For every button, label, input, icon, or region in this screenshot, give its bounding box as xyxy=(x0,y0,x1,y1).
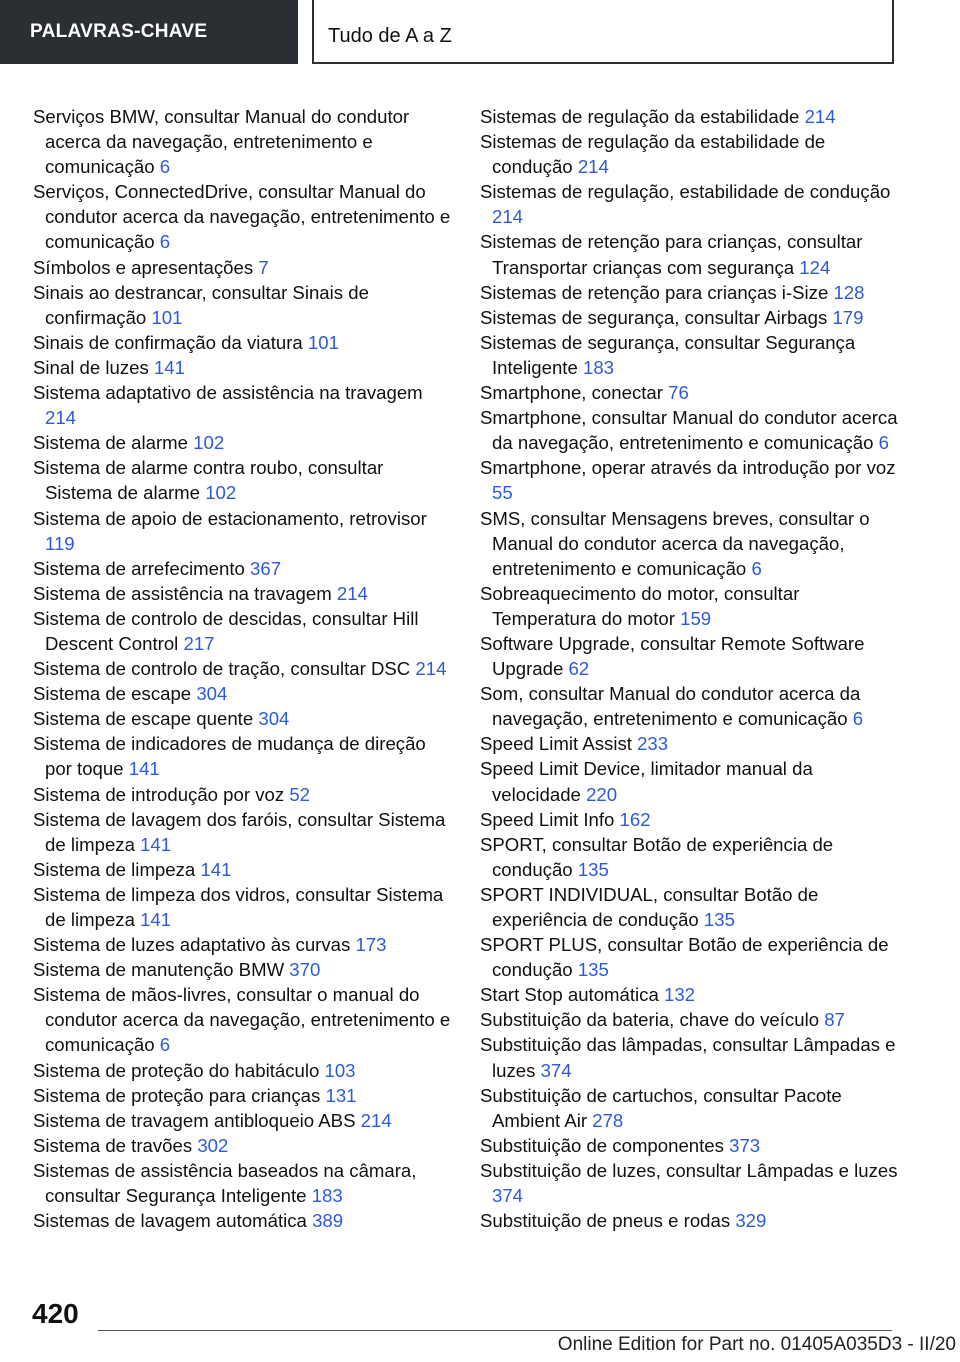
page-link[interactable]: 6 xyxy=(878,432,889,454)
index-entry-text: Sinais ao destrancar, consultar Sinais de confirmação xyxy=(33,281,369,328)
footer-divider xyxy=(98,1330,892,1331)
page-link[interactable]: 52 xyxy=(289,783,311,805)
page-link[interactable]: 217 xyxy=(183,632,215,654)
index-entry-text: Sistema de luzes adaptativo às curvas xyxy=(33,934,351,956)
index-entry xyxy=(480,1133,898,1158)
index-entry xyxy=(480,506,898,581)
index-entry xyxy=(480,932,898,982)
index-entry-text: Sinais de confirmação da viatura xyxy=(33,331,303,353)
index-entry xyxy=(33,782,451,807)
index-entry xyxy=(33,380,451,430)
page-link[interactable]: 132 xyxy=(663,984,696,1006)
index-entry-text: Som, consultar Manual do condutor acerca da navegação, entretenimento e comunicação xyxy=(480,683,861,730)
page-link[interactable]: 179 xyxy=(832,306,864,328)
page-link[interactable]: 55 xyxy=(492,482,513,504)
index-entry xyxy=(33,1133,451,1158)
index-entry-text: Sistema de manutenção BMW xyxy=(33,959,285,981)
page-link[interactable]: 128 xyxy=(833,281,865,303)
page-link[interactable]: 135 xyxy=(577,959,609,981)
index-entry xyxy=(480,832,898,882)
index-entry xyxy=(33,179,451,254)
index-entry xyxy=(480,280,898,305)
index-entry-text: Serviços, ConnectedDrive, consultar Manual do condutor acerca da navegação, entretenimento e comunicação xyxy=(33,181,451,253)
index-entry-text: Speed Limit Info xyxy=(480,808,615,830)
page-link[interactable]: 162 xyxy=(619,808,651,830)
index-entry-text: Sistema de travagem antibloqueio ABS xyxy=(33,1109,356,1131)
index-entry-text: Sistemas de retenção para crianças i-Size xyxy=(480,281,829,303)
index-entry-text: SMS, consultar Mensagens breves, consultar o Manual do condutor acerca da navegação, entretenimento e comunicação xyxy=(480,507,870,579)
page-link[interactable]: 214 xyxy=(360,1109,392,1131)
index-entry-text: Sistema de controlo de descidas, consultar Hill Descent Control xyxy=(33,607,419,654)
index-entry-text: Serviços BMW, consultar Manual do condutor acerca da navegação, entretenimento e comunicação xyxy=(33,106,410,178)
index-entry xyxy=(480,104,898,129)
index-entry xyxy=(480,1032,898,1082)
index-entry-text: Substituição de componentes xyxy=(480,1134,724,1156)
index-entry-text: Sistema de proteção do habitáculo xyxy=(33,1059,320,1081)
index-entry xyxy=(480,129,898,179)
index-entry xyxy=(480,405,898,455)
index-entry xyxy=(33,982,451,1057)
page-link[interactable]: 141 xyxy=(140,909,172,930)
index-entry-text: Sistema de limpeza dos vidros, consultar Sistema de limpeza xyxy=(33,883,444,930)
page-link[interactable]: 124 xyxy=(799,256,831,278)
index-entry-text: Speed Limit Assist xyxy=(480,733,632,755)
page-link[interactable]: 214 xyxy=(577,156,609,178)
index-column-left xyxy=(33,104,451,1233)
page-link[interactable]: 62 xyxy=(568,658,590,680)
index-entry-text: Sobreaquecimento do motor, consultar Temperatura do motor xyxy=(480,582,800,629)
page-link[interactable]: 214 xyxy=(45,407,77,429)
index-entry xyxy=(33,455,451,505)
page-link[interactable]: 6 xyxy=(751,557,762,579)
page-link[interactable]: 6 xyxy=(159,1034,171,1056)
index-entry xyxy=(33,857,451,882)
page-link[interactable]: 173 xyxy=(355,934,387,956)
index-entry xyxy=(480,305,898,330)
page-title: Tudo de A a Z xyxy=(312,0,894,64)
index-entry xyxy=(480,982,898,1007)
page-link[interactable]: 367 xyxy=(250,557,282,579)
index-entry-text: Start Stop automática xyxy=(480,984,659,1006)
page-link[interactable]: 87 xyxy=(824,1009,845,1031)
index-entry xyxy=(480,330,898,380)
index-entry xyxy=(33,807,451,857)
index-entry xyxy=(33,1158,451,1208)
page-number: 420 xyxy=(32,1298,79,1329)
index-entry-text: Sistema de travões xyxy=(33,1134,193,1156)
index-entry xyxy=(33,1108,451,1133)
index-entry-text: Sistema de indicadores de mudança de direção por toque xyxy=(33,733,426,780)
index-entry xyxy=(480,179,898,229)
index-entry-text: Sistema de introdução por voz xyxy=(33,783,285,805)
index-entry-text: Sistema de escape xyxy=(33,683,192,705)
page-link[interactable]: 304 xyxy=(258,708,290,730)
page-link[interactable]: 214 xyxy=(492,206,524,228)
index-entry-text: Sistema de assistência na travagem xyxy=(33,582,332,604)
index-entry xyxy=(33,330,451,355)
index-entry-text: Smartphone, consultar Manual do condutor acerca da navegação, entretenimento e comunicação xyxy=(480,407,898,454)
page-link[interactable]: 6 xyxy=(159,231,171,253)
index-entry-text: Speed Limit Device, limitador manual da velocidade xyxy=(480,758,813,805)
footer-edition: Online Edition for Part no. 01405A035D3 - II/20 xyxy=(557,1334,956,1355)
index-entry xyxy=(480,1208,898,1233)
page-link[interactable]: 374 xyxy=(540,1059,572,1081)
page-link[interactable]: 103 xyxy=(324,1059,356,1081)
index-entry-text: Sistema adaptativo de assistência na travagem xyxy=(33,382,423,404)
page-link[interactable]: 302 xyxy=(197,1134,229,1156)
section-tab: PALAVRAS-CHAVE xyxy=(0,0,298,64)
page-link[interactable]: 119 xyxy=(45,532,75,554)
index-entry xyxy=(33,1083,451,1108)
index-entry-text: Sistema de alarme contra roubo, consultar Sistema de alarme xyxy=(33,457,384,504)
index-entry xyxy=(33,255,451,280)
index-entry-text: Sistema de lavagem dos faróis, consultar Sistema de limpeza xyxy=(33,808,446,855)
index-entry-text: Substituição das lâmpadas, consultar Lâmpadas e luzes xyxy=(480,1034,896,1081)
index-entry xyxy=(480,756,898,806)
index-entry-text: Smartphone, operar através da introdução por voz xyxy=(480,457,896,479)
index-entry-text: Sistema de controlo de tração, consultar DSC xyxy=(33,658,411,680)
index-entry xyxy=(33,506,451,556)
index-entry xyxy=(33,430,451,455)
page-link[interactable]: 6 xyxy=(159,156,171,178)
index-entry-text: Sistemas de retenção para crianças, consultar Transportar crianças com segurança xyxy=(480,231,863,278)
index-entry xyxy=(33,957,451,982)
index-entry-text: Sistemas de assistência baseados na câmara, consultar Segurança Inteligente xyxy=(33,1159,417,1207)
page-link[interactable]: 374 xyxy=(492,1185,524,1207)
index-entry-text: Substituição de cartuchos, consultar Pacote Ambient Air xyxy=(480,1084,842,1131)
page-link[interactable]: 102 xyxy=(205,482,237,504)
index-entry-text: Sistema de escape quente xyxy=(33,708,254,730)
page-link[interactable]: 329 xyxy=(735,1210,767,1232)
page-link[interactable]: 7 xyxy=(258,256,269,278)
page-link[interactable]: 101 xyxy=(307,331,339,353)
index-entry-text: Substituição de pneus e rodas xyxy=(480,1210,731,1232)
index-entry xyxy=(33,681,451,706)
index-entry xyxy=(33,581,451,606)
index-entry-text: Sistema de proteção para crianças xyxy=(33,1084,321,1106)
index-entry-text: Sistema de arrefecimento xyxy=(33,557,245,579)
index-entry xyxy=(480,380,898,405)
page-link[interactable]: 220 xyxy=(586,783,618,805)
page-link[interactable]: 135 xyxy=(703,909,735,930)
index-entry xyxy=(480,229,898,279)
page-link[interactable]: 141 xyxy=(128,758,160,780)
page-link[interactable]: 183 xyxy=(582,356,615,378)
page-link[interactable]: 141 xyxy=(153,356,185,378)
index-column-right xyxy=(480,104,898,1233)
index-entry xyxy=(480,581,898,631)
page-link[interactable]: 101 xyxy=(151,306,183,328)
index-entry-text: Símbolos e apresentações xyxy=(33,256,254,278)
page-link[interactable]: 141 xyxy=(140,833,172,855)
index-entry xyxy=(480,681,898,731)
index-entry-text: Sistema de apoio de estacionamento, retrovisor xyxy=(33,507,427,529)
page-link[interactable]: 214 xyxy=(415,658,447,680)
index-entry xyxy=(33,556,451,581)
index-entry-text: Sistemas de segurança, consultar Segurança Inteligente xyxy=(480,331,856,378)
page-link[interactable]: 131 xyxy=(325,1084,357,1106)
index-entry xyxy=(480,455,898,505)
index-entry-text: Sistemas de regulação da estabilidade de condução xyxy=(480,131,826,178)
page-link[interactable]: 389 xyxy=(312,1210,344,1232)
index-entry-text: Sistemas de regulação da estabilidade xyxy=(480,106,800,127)
page-link[interactable]: 233 xyxy=(637,733,669,755)
index-entry-text: Sistema de alarme xyxy=(33,432,189,454)
index-entry-text: Sistemas de regulação, estabilidade de condução xyxy=(480,181,891,203)
index-entry xyxy=(480,1007,898,1032)
page-link[interactable]: 370 xyxy=(289,959,321,981)
index-entry-text: Sinal de luzes xyxy=(33,356,149,378)
index-entry xyxy=(33,280,451,330)
page-link[interactable]: 214 xyxy=(804,106,836,127)
page-link[interactable]: 373 xyxy=(729,1134,761,1156)
index-entry-text: Software Upgrade, consultar Remote Software Upgrade xyxy=(480,632,865,680)
index-entry-text: Sistemas de lavagem automática xyxy=(33,1210,307,1232)
page-link[interactable]: 76 xyxy=(668,382,689,404)
index-entry xyxy=(33,606,451,656)
page-link[interactable]: 135 xyxy=(577,858,609,880)
index-entry xyxy=(33,656,451,681)
index-entry-text: SPORT PLUS, consultar Botão de experiência de condução xyxy=(480,934,889,981)
index-entry-text: Sistemas de segurança, consultar Airbags xyxy=(480,306,828,328)
page-link[interactable]: 304 xyxy=(196,683,228,705)
index-entry-text: Substituição da bateria, chave do veículo xyxy=(480,1009,820,1031)
page-header xyxy=(0,0,960,66)
page-link[interactable]: 102 xyxy=(193,432,225,454)
index-entry xyxy=(480,807,898,832)
index-entry-text: Smartphone, conectar xyxy=(480,382,663,404)
page-link[interactable]: 159 xyxy=(680,607,712,629)
index-entry xyxy=(480,731,898,756)
index-entry xyxy=(480,1158,898,1208)
index-entry-text: SPORT INDIVIDUAL, consultar Botão de experiência de condução xyxy=(480,883,819,930)
index-entry-text: SPORT, consultar Botão de experiência de condução xyxy=(480,833,834,880)
index-entry xyxy=(33,1208,451,1233)
page-link[interactable]: 278 xyxy=(592,1109,624,1131)
index-entry-text: Substituição de luzes, consultar Lâmpadas e luzes xyxy=(480,1159,898,1181)
index-entry xyxy=(33,882,451,932)
index-entry xyxy=(33,104,451,179)
index-entry-text: Sistema de mãos-livres, consultar o manual do condutor acerca da navegação, entretenimento e comunicação xyxy=(33,984,451,1056)
index-entry-text: Sistema de limpeza xyxy=(33,858,196,880)
page-link[interactable]: 214 xyxy=(336,582,368,604)
index-entry xyxy=(480,1083,898,1133)
index-entry xyxy=(480,631,898,681)
index-entry xyxy=(33,355,451,380)
index-entry xyxy=(33,1058,451,1083)
page-link[interactable]: 141 xyxy=(200,858,232,880)
index-entry xyxy=(33,706,451,731)
page-link[interactable]: 183 xyxy=(311,1185,343,1207)
page-link[interactable]: 6 xyxy=(852,708,864,730)
index-entry xyxy=(33,932,451,957)
index-entry xyxy=(33,731,451,781)
index-entry xyxy=(480,882,898,932)
